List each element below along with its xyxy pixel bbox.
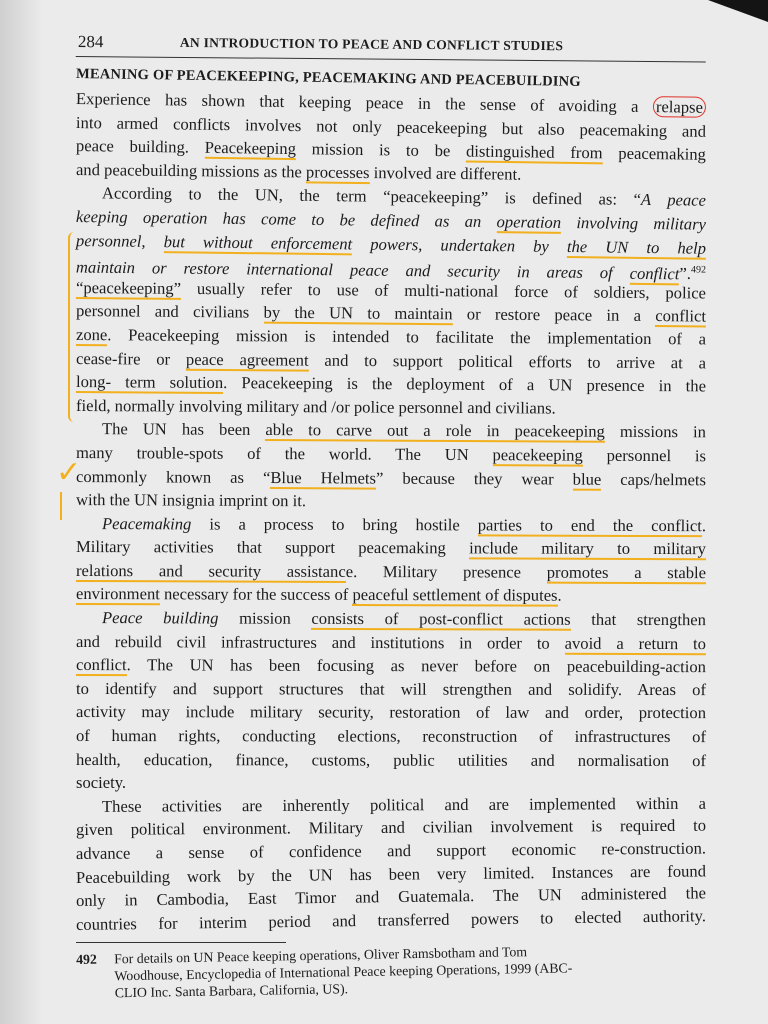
text-span: only in Cambodia, East Timor and Guatemala. The UN administered the (75, 883, 707, 911)
text-span: . Peacekeeping mission is intended to facilitate the implementation of a (107, 325, 707, 349)
highlighted-text: able to carve out a role in peacekeeping (265, 420, 605, 442)
text-span: keeping operation has come to be defined as an (75, 206, 497, 232)
highlighted-text: conflict (655, 306, 707, 326)
text-line (76, 512, 706, 538)
highlighted-text: Peacekeeping (204, 137, 297, 159)
text-span: personnel and civilians (75, 301, 264, 322)
margin-line-mark (60, 492, 62, 520)
text-span: . The UN has been focusing as never before on peacebuilding-action (126, 655, 707, 677)
highlighted-text: but without enforcement (163, 231, 353, 253)
text-span: many trouble-spots of the world. The UN (75, 442, 493, 465)
text-span: caps/helmets (601, 469, 707, 489)
text-span: ” because they wear (375, 468, 573, 489)
text-span: that strengthen (570, 609, 707, 630)
text-span: mission is to be (295, 139, 467, 161)
text-span: . (701, 515, 707, 535)
text-span: health, education, finance, customs, public utilities and normalisation of (75, 749, 707, 770)
text-span: Peacebuilding work by the UN has been very limited. Instances are found (75, 860, 707, 887)
text-span: or restore peace in a (452, 304, 656, 326)
text-span: These activities are inherently political and are implemented within a (101, 793, 707, 816)
text-span: personnel, (75, 230, 164, 251)
text-span: and to support political efforts to arrive at a (308, 350, 707, 372)
highlighted-text: distinguished from (465, 141, 603, 163)
text-span: ”. (679, 264, 692, 284)
text-span: countries for interim period and transferred powers to elected authority. (75, 905, 707, 934)
footnote-ref: 492 (690, 264, 707, 276)
margin-tick-mark: ✓ (56, 455, 82, 490)
highlighted-text: promotes a stable (546, 562, 707, 583)
text-line (76, 630, 706, 656)
footnote (76, 940, 707, 1002)
text-span: given political environment. Military and civilian involvement is required to (75, 816, 707, 840)
highlighted-text: peace agreement (185, 349, 309, 370)
highlighted-text: parties to end the conflict (477, 515, 702, 535)
page-corner (708, 0, 768, 22)
margin-bracket-mark (68, 232, 78, 422)
text-span: The UN has been (101, 419, 266, 440)
highlighted-text: Blue Helmets (270, 467, 377, 488)
footnote-number: 492 (76, 952, 97, 968)
text-span: e. Military presence (345, 561, 547, 582)
footnote-line: CLIO Inc. Santa Barbara, California, US). (114, 981, 349, 1001)
text-line (76, 417, 706, 444)
text-span: . (557, 586, 562, 606)
text-span: missions in (604, 422, 707, 442)
highlighted-text: consists of post-conflict actions (311, 608, 571, 629)
text-span: activity may include military security, restoration of law and order, protection (75, 702, 707, 723)
highlighted-text: long- term solution (75, 372, 224, 393)
highlighted-text: conflict (75, 655, 127, 675)
body-text (76, 87, 706, 936)
text-span: A peace (640, 190, 707, 211)
text-span: commonly known as “ (75, 466, 271, 487)
highlighted-text: relations and security assistanc (75, 560, 346, 581)
text-span: involving military (560, 212, 707, 234)
highlighted-text: peacekeeping (492, 445, 583, 465)
text-span: mission (218, 608, 312, 628)
text-span: cease-fire or (75, 348, 187, 369)
highlighted-text: peaceful settlement of disputes (352, 585, 558, 606)
text-span: powers, undertaken by (352, 233, 568, 256)
highlighted-text: environment (75, 584, 160, 604)
highlighted-text: the UN to help (566, 236, 707, 258)
text-span: to identify and support structures that will strengthen and solidify. Areas of (75, 678, 707, 699)
text-span: peace building. (75, 136, 205, 157)
text-span: and peacebuilding missions as the (75, 159, 307, 182)
text-span: . Peacekeeping is the deployment of a UN presence in the (223, 373, 707, 396)
highlighted-text: “peacekeeping” (75, 277, 182, 298)
text-line (76, 606, 706, 632)
header-rule (76, 56, 706, 62)
text-line (76, 677, 706, 702)
text-line (76, 441, 706, 468)
text-span: usually refer to use of multi-national force of soldiers, police (180, 278, 707, 303)
text-span: advance a sense of confidence and support economic re-construction. (75, 838, 707, 863)
footnote-rule (76, 942, 286, 943)
circled-word: relapse (653, 96, 706, 118)
text-line (76, 724, 706, 749)
text-span: peacemaking (602, 143, 707, 164)
footnote-line: For details on UN Peace keeping operations, Oliver Ramsbotham and Tom (114, 944, 528, 967)
text-span: Military activities that support peacemaking (75, 537, 470, 558)
text-span: involved are different. (369, 162, 522, 184)
text-span: According to the UN, the term “peacekeeping” is defined as: “ (101, 183, 642, 210)
running-title: AN INTRODUCTION TO PEACE AND CONFLICT STUDIES (179, 34, 564, 54)
text-span: into armed conflicts involves not only peacekeeping but also peacemaking and (75, 112, 707, 141)
book-page (76, 26, 706, 1016)
section-heading: MEANING OF PEACEKEEPING, PEACEMAKING AND PEACEBUILDING (75, 66, 581, 90)
text-line (76, 653, 706, 679)
text-line (76, 559, 706, 585)
highlighted-text: operation (496, 212, 562, 232)
text-span: of human rights, conducting elections, reconstruction of infrastructures of (75, 726, 707, 747)
text-span: is a process to bring hostile (191, 514, 478, 535)
text-span: and rebuild civil infrastructures and institutions in order to (75, 631, 565, 653)
text-line (76, 465, 706, 492)
footnote-line: Woodhouse, Encyclopedia of International Peace keeping Operations, 1999 (ABC- (114, 960, 573, 984)
text-span: Peacemaking (101, 513, 192, 534)
highlighted-text: by the UN to maintain (263, 302, 453, 324)
text-line (76, 748, 706, 773)
text-span: with the UN insignia imprint on it. (75, 490, 307, 511)
highlighted-text: avoid a return to (564, 633, 707, 653)
highlighted-text: zone (75, 324, 108, 345)
text-line (76, 535, 706, 561)
text-span: necessary for the success of (159, 584, 353, 605)
highlighted-text: conflict (629, 263, 680, 284)
text-span: maintain or restore international peace and security in areas of (75, 257, 630, 283)
page-gutter-shadow (0, 0, 44, 1024)
text-line (76, 700, 706, 725)
text-span: personnel is (582, 445, 707, 466)
highlighted-text: processes (305, 162, 370, 182)
text-line (76, 582, 706, 608)
text-span: society. (76, 773, 127, 793)
text-span: field, normally involving military and /or police personnel and civilians. (75, 395, 556, 418)
page-number: 284 (77, 32, 104, 52)
highlighted-text: include military to military (469, 538, 707, 559)
highlighted-text: blue (572, 469, 602, 489)
text-span: Peace building (101, 608, 219, 628)
text-span: Experience has shown that keeping peace in the sense of avoiding a (75, 89, 654, 117)
text-line (76, 488, 706, 515)
page-header (76, 26, 706, 55)
